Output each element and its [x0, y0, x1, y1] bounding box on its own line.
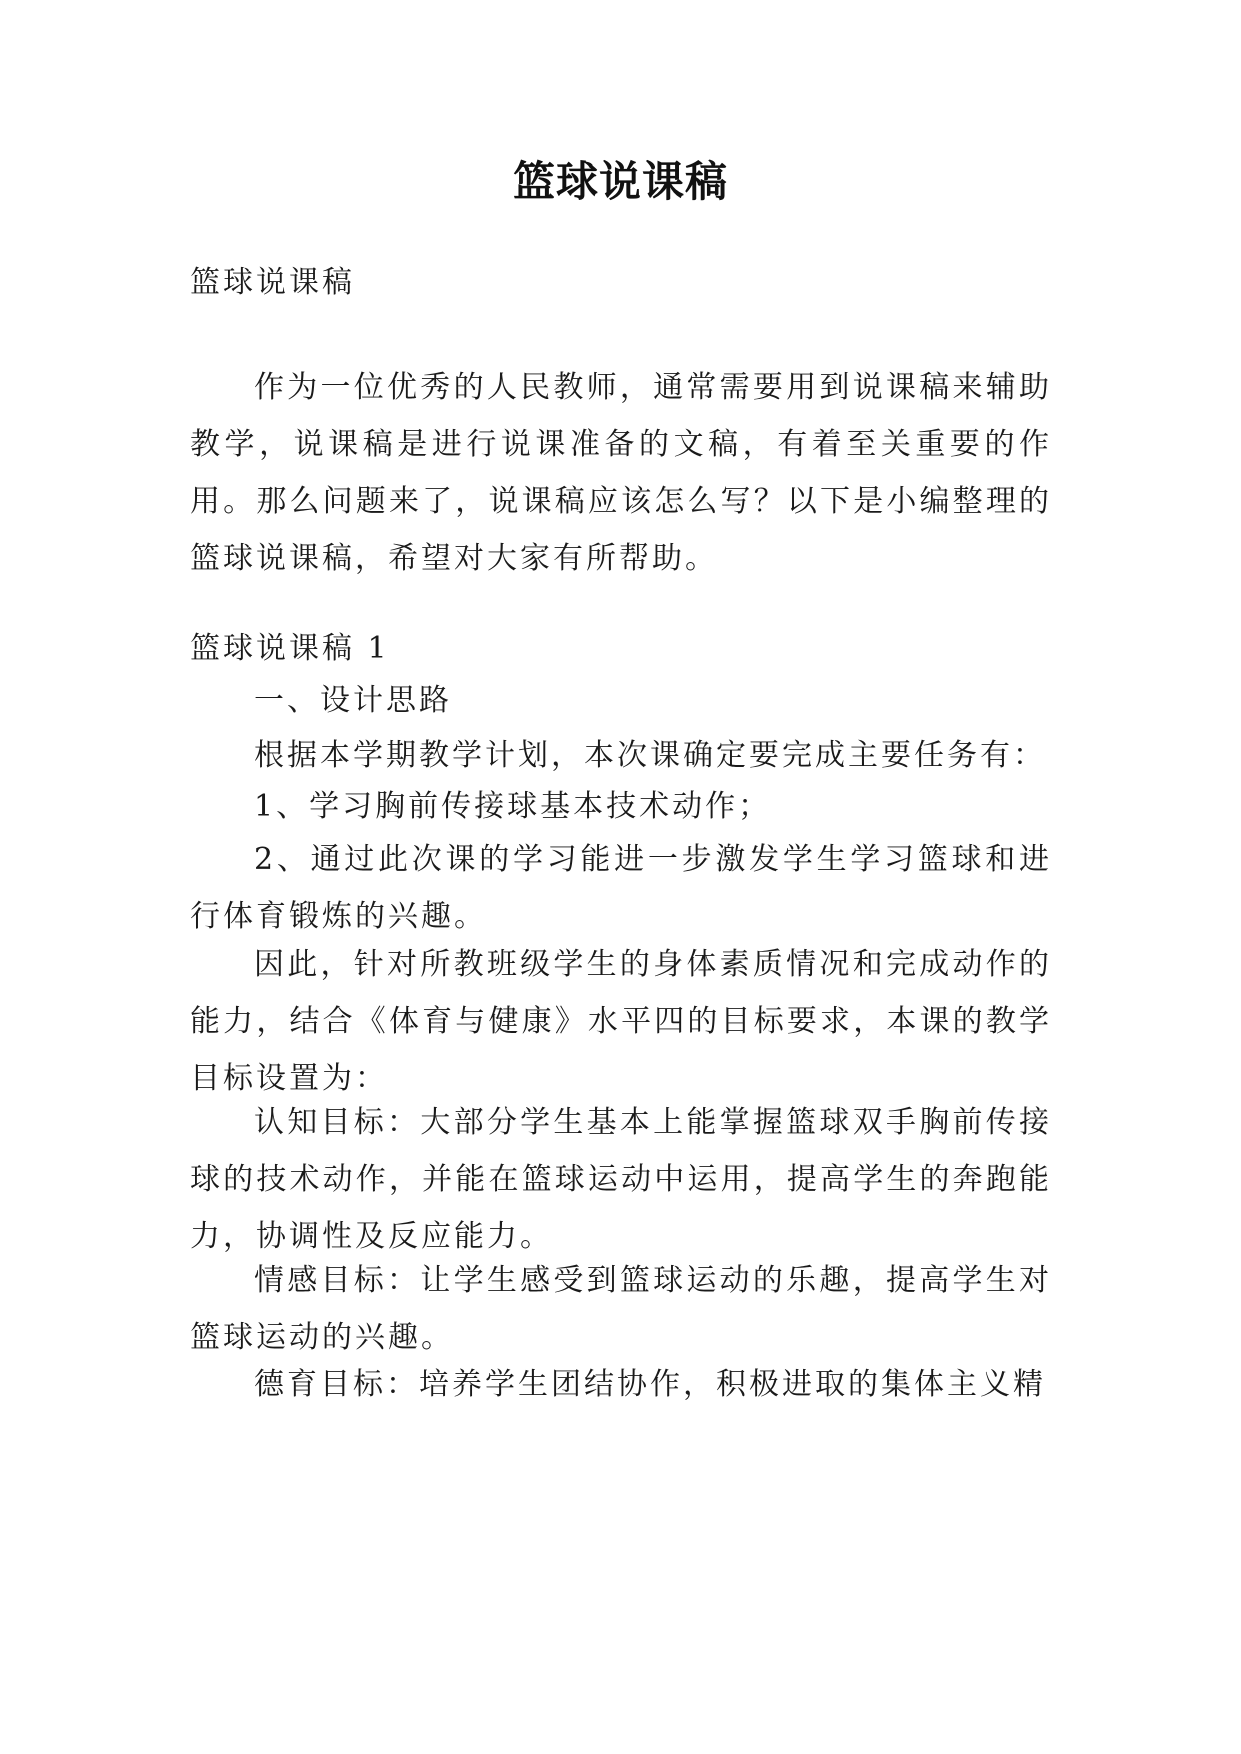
intro-paragraph: 作为一位优秀的人民教师，通常需要用到说课稿来辅助教学，说课稿是进行说课准备的文稿，有着至关重要的作用。那么问题来了，说课稿应该怎么写？以下是小编整理的篮球说课稿，希望对大家有所帮助。: [190, 370, 1052, 576]
cognitive-goal-paragraph: 认知目标：大部分学生基本上能掌握篮球双手胸前传接球的技术动作，并能在篮球运动中运用，提高学生的奔跑能力，协调性及反应能力。: [190, 1105, 1052, 1254]
plan-paragraph: 根据本学期教学计划，本次课确定要完成主要任务有：: [254, 738, 1046, 773]
emotional-goal-paragraph: 情感目标：让学生感受到篮球运动的乐趣，提高学生对篮球运动的兴趣。: [190, 1263, 1052, 1355]
document-subtitle: 篮球说课稿: [190, 265, 355, 300]
document-title: 篮球说课稿: [512, 157, 728, 206]
task-item-2: 2、通过此次课的学习能进一步激发学生学习篮球和进行体育锻炼的兴趣。: [190, 842, 1052, 934]
moral-goal-paragraph: 德育目标：培养学生团结协作，积极进取的集体主义精: [254, 1367, 1046, 1402]
therefore-paragraph: 因此，针对所教班级学生的身体素质情况和完成动作的能力，结合《体育与健康》水平四的目标要求，本课的教学目标设置为：: [190, 947, 1052, 1096]
section-heading: 篮球说课稿 1: [190, 631, 390, 666]
design-heading: 一、设计思路: [254, 683, 452, 718]
task-item-1: 1、学习胸前传接球基本技术动作；: [254, 789, 772, 824]
